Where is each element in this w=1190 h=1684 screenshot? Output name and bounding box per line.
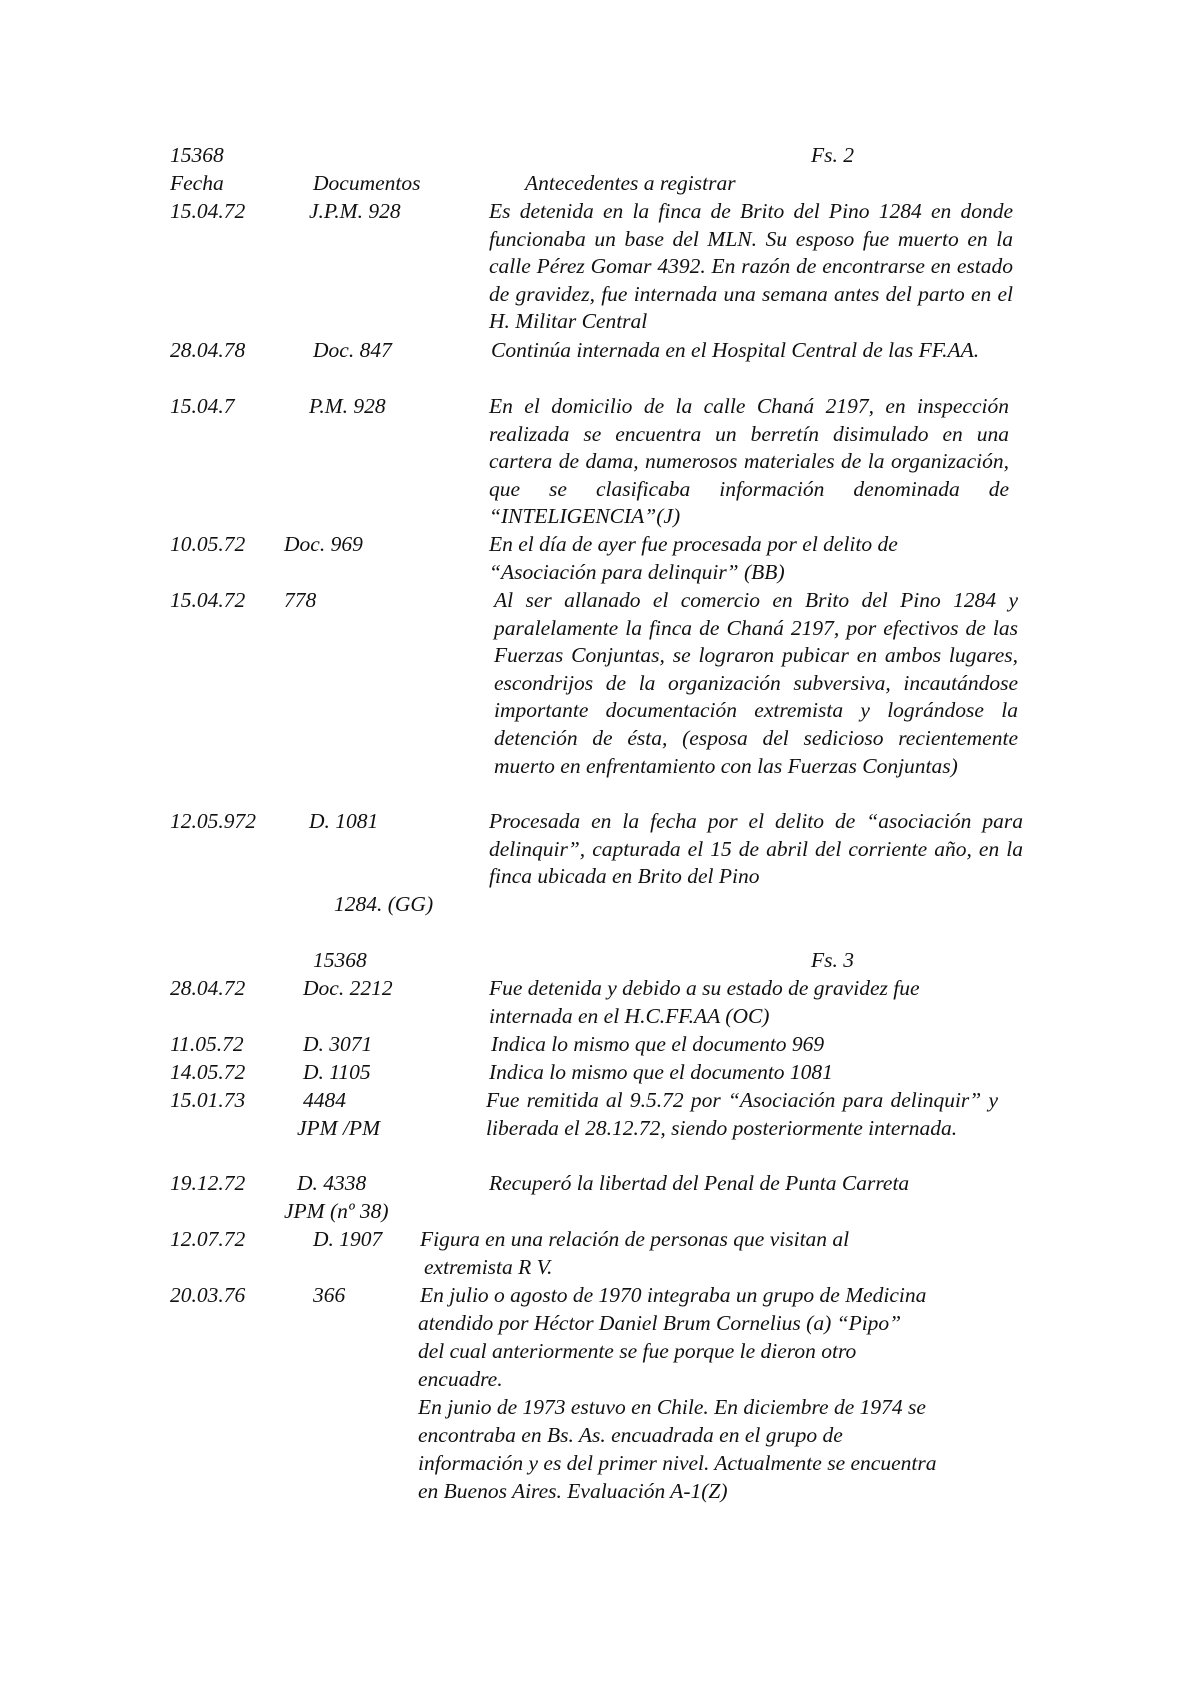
entry-document: 778 [284,588,317,612]
entry-text-line: del cual anteriormente se fue porque le dieron otro [418,1339,857,1363]
entry-document: Doc. 969 [284,532,363,556]
entry-date: 15.04.72 [170,199,246,223]
file-number: 15368 [313,948,367,972]
entry-text: Continúa internada en el Hospital Central de las FF.AA. [491,338,980,362]
header-records: Antecedentes a registrar [525,171,736,195]
entry-date: 28.04.78 [170,338,246,362]
entry-text-line: En julio o agosto de 1970 integraba un grupo de Medicina [420,1283,927,1307]
entry-document: D. 1081 [309,809,379,833]
entry-text-line: encontraba en Bs. As. encuadrada en el grupo de [418,1423,843,1447]
header-documents: Documentos [313,171,421,195]
entry-text-continuation: 1284. (GG) [334,892,434,916]
entry-date: 11.05.72 [170,1032,244,1056]
entry-text-line: en Buenos Aires. Evaluación A-1(Z) [418,1479,728,1503]
entry-date: 15.01.73 [170,1088,246,1112]
entry-text-line: información y es del primer nivel. Actualmente se encuentra [418,1451,937,1475]
entry-date: 20.03.76 [170,1283,246,1307]
entry-text: Fue detenida y debido a su estado de gravidez fue internada en el H.C.FF.AA (OC) [489,976,920,1028]
entry-date: 14.05.72 [170,1060,246,1084]
page-label: Fs. 3 [811,948,854,972]
entry-document: Doc. 847 [313,338,392,362]
entry-text: En el día de ayer fue procesada por el delito de “Asociación para delinquir” (BB) [489,532,898,584]
entry-document: J.P.M. 928 [309,199,401,223]
entry-date: 19.12.72 [170,1171,246,1195]
entry-date: 28.04.72 [170,976,246,1000]
entry-text: Al ser allanado el comercio en Brito del Pino 1284 y paralelamente la finca de Chaná 2197, por efectivos de las Fuerzas Conjuntas, se lograron pubicar en ambos lugares, escondrijos de la organización subversiva, incautándose importante documentación extremista y lográndose la detención de ésta, (esposa del sedicioso recientemente muerto en enfrentamiento con las Fuerzas Conjuntas) [494,588,1018,778]
entry-document: 4484 [303,1088,346,1112]
entry-text: Indica lo mismo que el documento 1081 [489,1060,833,1084]
entry-text: Recuperó la libertad del Penal de Punta Carreta [489,1171,910,1195]
entry-date: 15.04.7 [170,394,235,418]
entry-date: 12.07.72 [170,1227,246,1251]
entry-document: D. 1105 [303,1060,371,1084]
entry-text-line: atendido por Héctor Daniel Brum Cornelius (a) “Pipo” [418,1311,902,1335]
entry-document: 366 [313,1283,346,1307]
entry-text: Fue remitida al 9.5.72 por “Asociación para delinquir” y liberada el 28.12.72, siendo posteriormente internada. [486,1088,998,1140]
entry-date: 10.05.72 [170,532,246,556]
entry-document: P.M. 928 [309,394,386,418]
page-label: Fs. 2 [811,143,854,167]
entry-text-line: Figura en una relación de personas que visitan al [420,1227,850,1251]
entry-document: D. 1907 [313,1227,383,1251]
entry-date: 15.04.72 [170,588,246,612]
entry-text: Procesada en la fecha por el delito de “asociación para delinquir”, capturada el 15 de abril del corriente año, en la finca ubicada en Brito del Pino [489,809,1023,889]
entry-date: 12.05.972 [170,809,256,833]
entry-document-secondary: JPM /PM [297,1116,380,1140]
entry-text: En el domicilio de la calle Chaná 2197, en inspección realizada se encuentra un berretín disimulado en una cartera de dama, numerosos materiales de la organización, que se clasificaba información denominada de “INTELIGENCIA”(J) [489,394,1009,529]
entry-document: Doc. 2212 [303,976,393,1000]
entry-document-secondary: JPM (nº 38) [284,1199,389,1223]
entry-text: Indica lo mismo que el documento 969 [491,1032,825,1056]
entry-text-line: encuadre. [418,1367,503,1391]
entry-document: D. 4338 [297,1171,367,1195]
file-number: 15368 [170,143,224,167]
entry-text-line: extremista R V. [424,1255,553,1279]
header-date: Fecha [170,171,224,195]
entry-text: Es detenida en la finca de Brito del Pino 1284 en donde funcionaba un base del MLN. Su esposo fue muerto en la calle Pérez Gomar 4392. En razón de encontrarse en estado de gravidez, fue internada una semana antes del parto en el H. Militar Central [489,199,1013,334]
entry-text-line: En junio de 1973 estuvo en Chile. En diciembre de 1974 se [418,1395,926,1419]
entry-document: D. 3071 [303,1032,373,1056]
